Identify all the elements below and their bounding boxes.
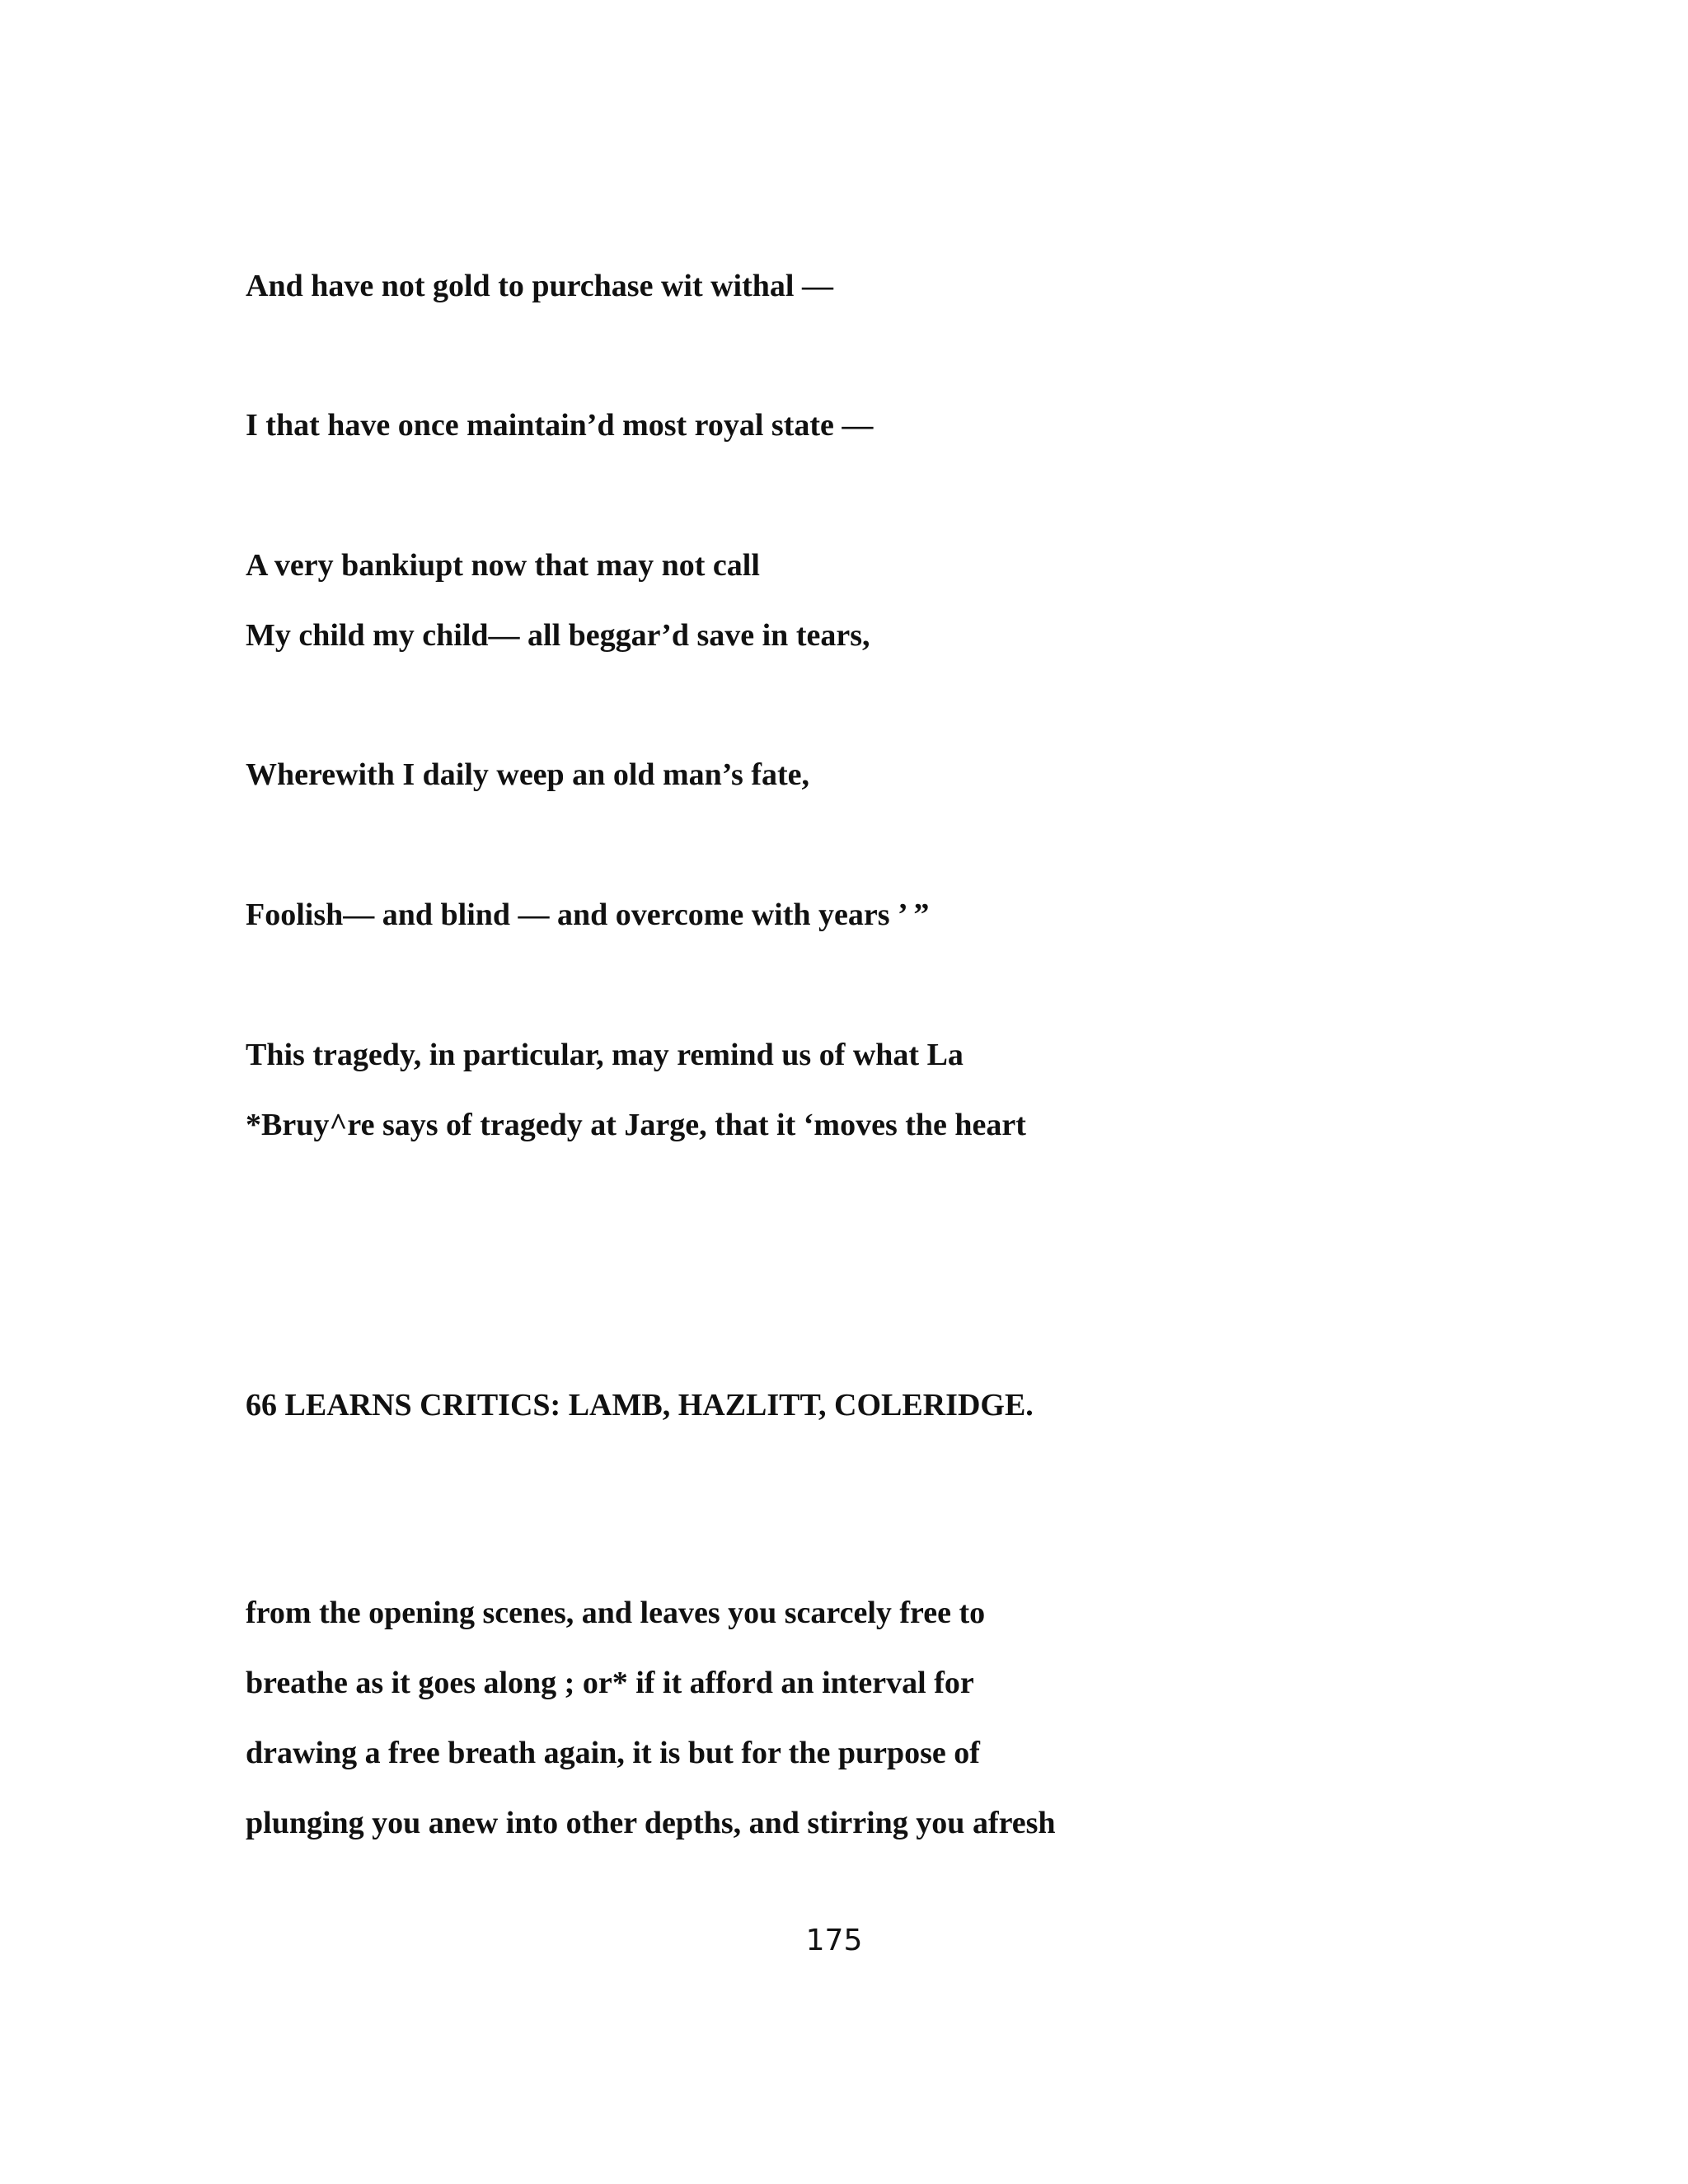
body-text-line: This tragedy, in particular, may remind us of what La [246, 1038, 964, 1072]
running-header: 66 LEARNS CRITICS: LAMB, HAZLITT, COLERIDGE. [246, 1388, 1034, 1422]
verse-line: I that have once maintain’d most royal state — [246, 408, 874, 443]
verse-line: Wherewith I daily weep an old man’s fate, [246, 757, 809, 792]
body-text-line: breathe as it goes along ; or* if it afford an interval for [246, 1666, 974, 1700]
body-text-line: drawing a free breath again, it is but for the purpose of [246, 1736, 980, 1770]
page-number: 175 [805, 1924, 863, 1957]
body-text-line: from the opening scenes, and leaves you scarcely free to [246, 1596, 986, 1630]
verse-line: And have not gold to purchase wit withal — [246, 269, 833, 303]
body-text-line: *Bruy^re says of tragedy at Jarge, that it ‘moves the heart [246, 1108, 1026, 1142]
verse-line: A very bankiupt now that may not call [246, 548, 760, 583]
body-text-line: plunging you anew into other depths, and stirring you afresh [246, 1806, 1056, 1840]
verse-line: My child my child— all beggar’d save in tears, [246, 618, 870, 653]
verse-line: Foolish— and blind — and overcome with years ’ ” [246, 898, 930, 932]
